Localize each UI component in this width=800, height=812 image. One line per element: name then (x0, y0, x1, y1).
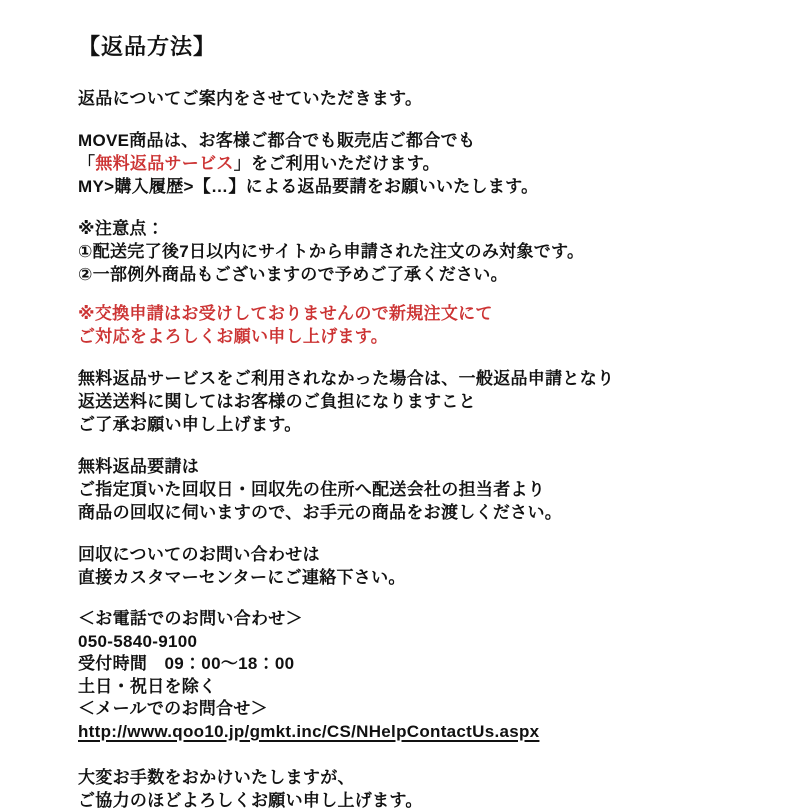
contact-phone-number: 050-5840-9100 (78, 631, 198, 651)
page-title: 【返品方法】 (78, 34, 217, 59)
collection-inquiry-line-2: 直接カスタマーセンターにご連絡下さい。 (78, 568, 406, 587)
contact-mail-header: ＜メールでのお問合せ＞ (78, 699, 268, 718)
contact-url-link[interactable]: http://www.qoo10.jp/gmkt.inc/CS/NHelpContactUs.aspx (78, 721, 540, 741)
general-return-line-3: ご了承お願い申し上げます。 (78, 415, 302, 434)
notes-title: ※注意点： (78, 219, 165, 238)
exchange-warning-line-1: ※交換申請はお受けしておりませんので新規注文にて (78, 304, 493, 323)
exchange-warning-line-2: ご対応をよろしくお願い申し上げます。 (78, 327, 389, 346)
free-return-request-line-1: 無料返品要請は (78, 457, 200, 476)
service-line-3: MY>購入履歴>【…】による返品要請をお願いいたします。 (78, 177, 539, 196)
paragraph-free-return-request (78, 455, 740, 524)
notes-item-1: ①配送完了後7日以内にサイトから申請された注文のみ対象です。 (78, 242, 585, 261)
paragraph-contact (78, 608, 740, 743)
contact-closed-days: 土日・祝日を除く (78, 676, 217, 696)
general-return-line-2: 返送送料に関してはお客様のご負担になりますこと (78, 392, 476, 411)
paragraph-intro (78, 87, 740, 110)
paragraph-free-return-service (78, 129, 740, 198)
bracket-open: 「 (78, 154, 96, 173)
contact-url-line (78, 721, 740, 744)
general-return-line-1: 無料返品サービスをご利用されなかった場合は、一般返品申請となり (78, 369, 615, 388)
collection-inquiry-line-1: 回収についてのお問い合わせは (78, 545, 320, 564)
service-line-2-rest: 」をご利用いただけます。 (233, 154, 440, 173)
paragraph-closing (78, 766, 740, 812)
closing-line-1: 大変お手数をおかけいたしますが、 (78, 768, 355, 787)
notes-item-2: ②一部例外商品もございますので予めご了承ください。 (78, 265, 508, 284)
free-return-service-highlight: 無料返品サービス (95, 154, 234, 173)
intro-line: 返品についてご案内をさせていただきます。 (78, 89, 423, 108)
free-return-request-line-2: ご指定頂いた回収日・回収先の住所へ配送会社の担当者より (78, 480, 546, 499)
paragraph-notes (78, 217, 740, 286)
paragraph-collection-inquiry (78, 543, 740, 589)
paragraph-general-return (78, 367, 740, 436)
service-line-2 (78, 152, 740, 175)
paragraph-exchange-warning (78, 302, 740, 348)
contact-phone-header: ＜お電話でのお問い合わせ＞ (78, 609, 303, 628)
contact-hours: 受付時間 09：00～18：00 (78, 654, 295, 673)
closing-line-2: ご協力のほどよろしくお願い申し上げます。 (78, 791, 423, 810)
free-return-request-line-3: 商品の回収に伺いますので、お手元の商品をお渡しください。 (78, 503, 563, 522)
service-line-1: MOVE商品は、お客様ご都合でも販売店ご都合でも (78, 131, 476, 150)
